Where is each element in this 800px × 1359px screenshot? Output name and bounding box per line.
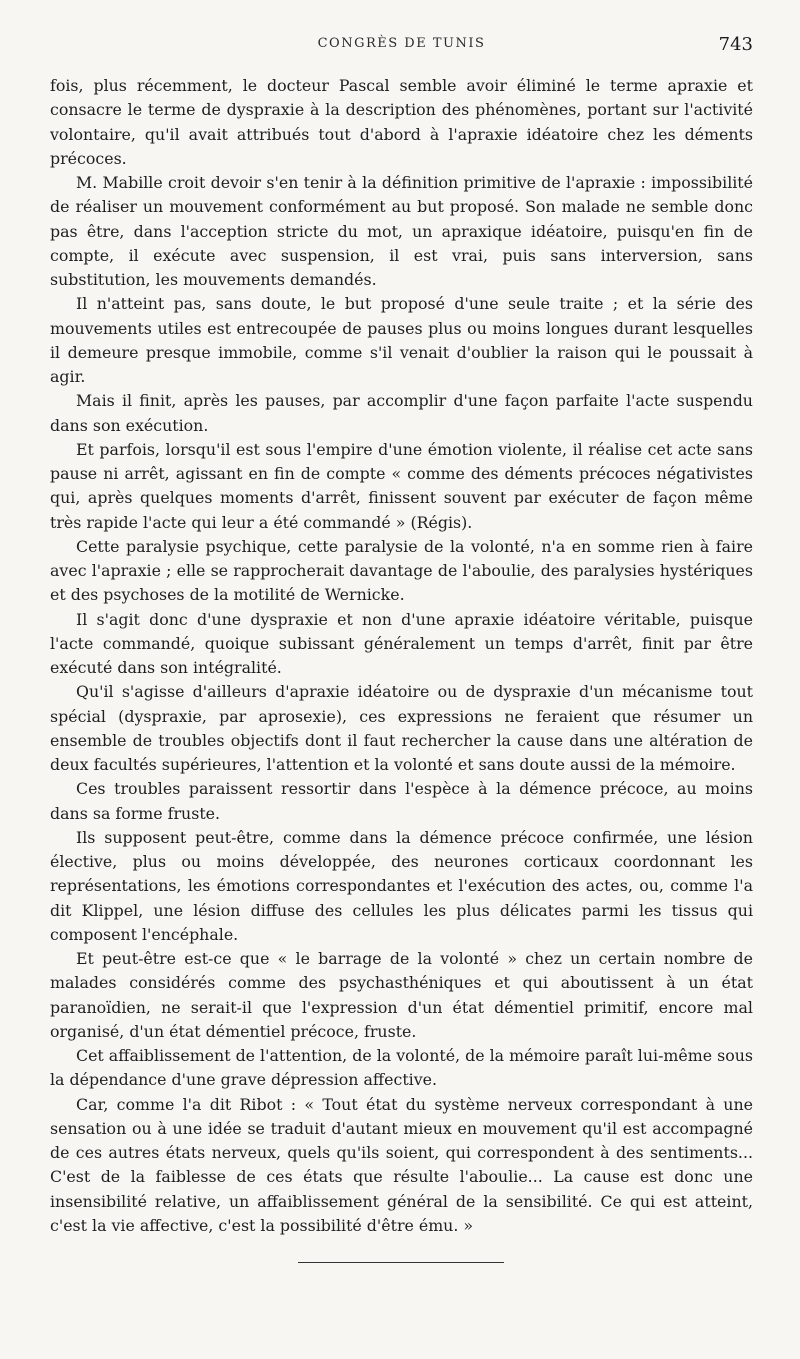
paragraph: Ils supposent peut-être, comme dans la démence précoce confirmée, une lésion élective, plus ou moins développée, des neurones corticaux coordonnant les représentations, les émotions correspondantes et l'exécution des actes, ou, comme l'a dit Klippel, une lésion diffuse des cellules les plus délicates parmi les tissus qui composent l'encéphale.	[50, 827, 753, 944]
paragraph: Qu'il s'agisse d'ailleurs d'apraxie idéatoire ou de dyspraxie d'un mécanisme tout spécial (dyspraxie, par aprosexie), ces expressions ne feraient que résumer un ensemble de troubles objectifs dont il faut rechercher la cause dans une altération de deux facultés supérieures, l'attention et la volonté et sans doute aussi de la mémoire.	[50, 682, 753, 774]
paragraph: Et parfois, lorsqu'il est sous l'empire d'une émotion violente, il réalise cet acte sans pause ni arrêt, agissant en fin de compte « comme des déments précoces négativistes qui, après quelques moments d'arrêt, finissent souvent par exécuter de façon même très rapide l'acte qui leur a été commandé » (Régis).	[50, 439, 753, 532]
paragraph: Cet affaiblissement de l'attention, de la volonté, de la mémoire paraît lui-même sous la dépendance d'une grave dépression affective.	[50, 1046, 753, 1090]
body-text	[50, 74, 753, 1238]
running-title: CONGRÈS DE TUNIS	[317, 36, 486, 51]
paragraph: Mais il finit, après les pauses, par accomplir d'une façon parfaite l'acte suspendu dans son exécution.	[50, 391, 753, 435]
paragraph: Il s'agit donc d'une dyspraxie et non d'une apraxie idéatoire véritable, puisque l'acte commandé, quoique subissant généralement un temps d'arrêt, finit par être exécuté dans son intégralité.	[50, 609, 753, 677]
paragraph: M. Mabille croit devoir s'en tenir à la définition primitive de l'apraxie : impossibilité de réaliser un mouvement conformément au but proposé. Son malade ne semble donc pas être, dans l'acception stricte du mot, un apraxique idéatoire, puisqu'en fin de compte, il exécute avec suspension, il est vrai, puis sans interversion, sans substitution, les mouvements demandés.	[50, 173, 753, 289]
paragraph: fois, plus récemment, le docteur Pascal semble avoir éliminé le terme apraxie et consacre le terme de dyspraxie à la description des phénomènes, portant sur l'activité volontaire, qu'il avait attribués tout d'abord à l'apraxie idéatoire chez les déments précoces.	[50, 76, 753, 168]
paragraph: Cette paralysie psychique, cette paralysie de la volonté, n'a en somme rien à faire avec l'apraxie ; elle se rapprocherait davantage de l'aboulie, des paralysies hystériques et des psychoses de la motilité de Wernicke.	[50, 536, 753, 605]
paragraph: Ces troubles paraissent ressortir dans l'espèce à la démence précoce, au moins dans sa forme fruste.	[50, 779, 753, 823]
paragraph: Et peut-être est-ce que « le barrage de la volonté » chez un certain nombre de malades considérés comme des psychasthéniques et qui aboutissent à un état paranoïdien, ne serait-il que l'expression d'un état démentiel primitif, encore mal organisé, d'un état démentiel précoce, fruste.	[50, 949, 753, 1041]
paragraph: Il n'atteint pas, sans doute, le but proposé d'une seule traite ; et la série des mouvements utiles est entrecoupée de pauses plus ou moins longues durant lesquelles il demeure presque immobile, comme s'il venait d'oublier la raison qui le poussait à agir.	[50, 294, 753, 386]
page-number: 743	[718, 34, 753, 55]
page-header	[50, 34, 753, 58]
paragraph: Car, comme l'a dit Ribot : « Tout état du système nerveux correspondant à une sensation ou à une idée se traduit d'autant mieux en mouvement qu'il est accompagné de ces autres états nerveux, quels qu'ils soient, qui correspondent à des sentiments... C'est de la faiblesse de ces états que résulte l'aboulie... La cause est donc une insensibilité relative, un affaiblissement général de la sensibilité. Ce qui est atteint, c'est la vie affective, c'est la possibilité d'être ému. »	[50, 1094, 753, 1235]
end-rule	[298, 1262, 504, 1263]
